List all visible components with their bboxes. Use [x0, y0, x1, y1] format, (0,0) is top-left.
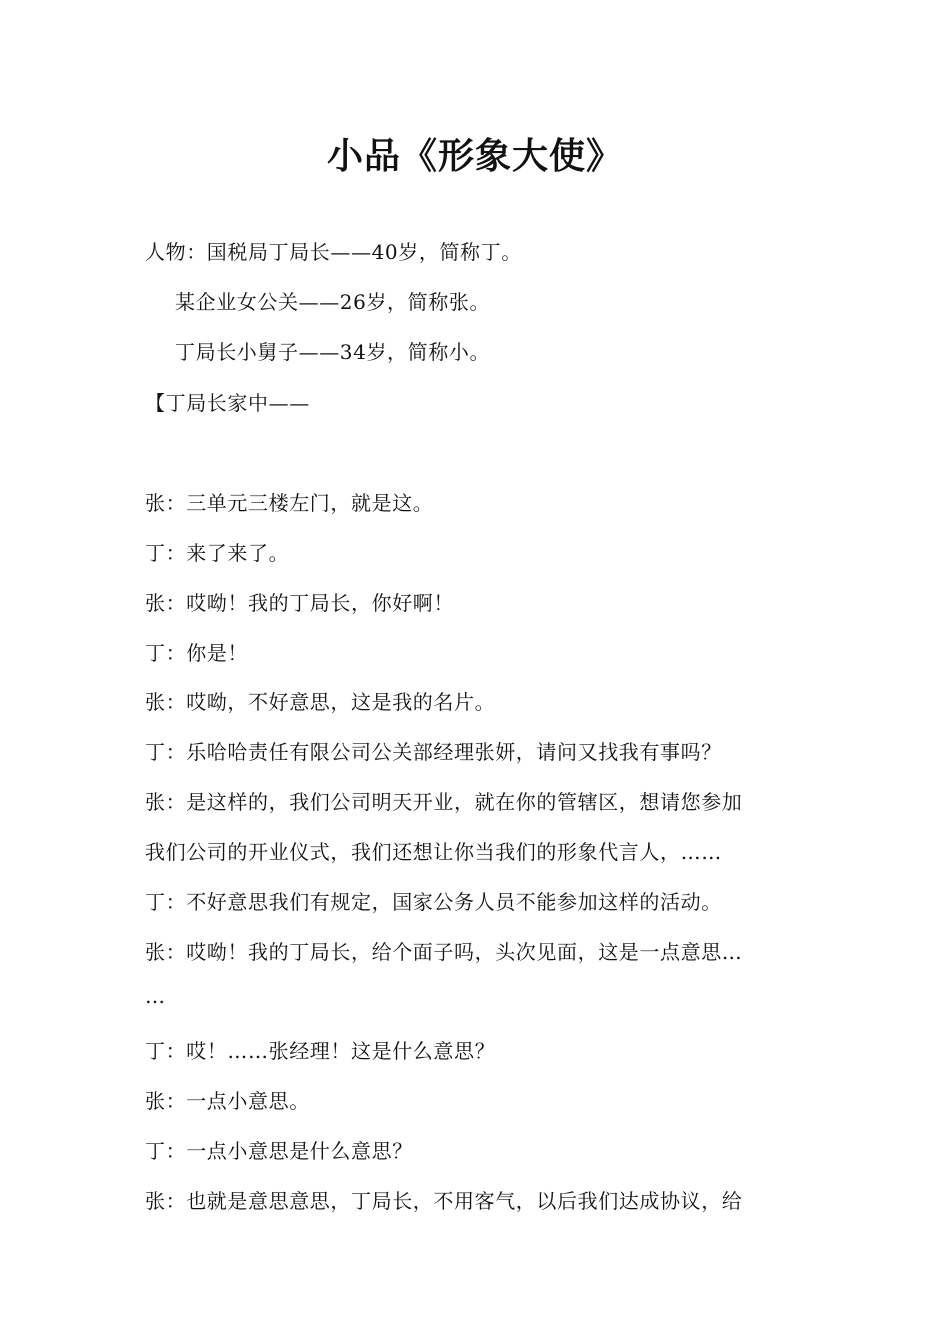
dialogue-line: … — [145, 984, 166, 1008]
dialogue-line: 张：是这样的，我们公司明天开业，就在你的管辖区，想请您参加 — [145, 790, 743, 814]
dialogue-line: 张：三单元三楼左门，就是这。 — [145, 491, 434, 515]
characters-line-zhang: 某企业女公关——26岁，简称张。 — [175, 290, 491, 314]
dialogue-line: 丁：哎！……张经理！这是什么意思？ — [145, 1039, 496, 1063]
characters-line-xiao: 丁局长小舅子——34岁，简称小。 — [175, 340, 491, 364]
document-title: 小品《形象大使》 — [326, 135, 623, 177]
dialogue-line: 丁：来了来了。 — [145, 541, 290, 565]
characters-line-ding: 人物：国税局丁局长——40岁，简称丁。 — [145, 240, 522, 264]
dialogue-line: 丁：你是！ — [145, 641, 248, 665]
dialogue-line: 丁：不好意思我们有规定，国家公务人员不能参加这样的活动。 — [145, 890, 722, 914]
dialogue-line: 丁：一点小意思是什么意思？ — [145, 1139, 413, 1163]
dialogue-line: 张：哎呦！我的丁局长，你好啊！ — [145, 591, 454, 615]
dialogue-line: 张：也就是意思意思，丁局长，不用客气，以后我们达成协议，给 — [145, 1189, 743, 1213]
scene-direction: 【丁局长家中—— — [145, 391, 310, 415]
dialogue-line: 张：一点小意思。 — [145, 1089, 310, 1113]
dialogue-line: 张：哎呦，不好意思，这是我的名片。 — [145, 690, 496, 714]
dialogue-line: 丁：乐哈哈责任有限公司公关部经理张妍，请问又找我有事吗？ — [145, 740, 722, 764]
dialogue-line: 我们公司的开业仪式，我们还想让你当我们的形象代言人，…… — [145, 840, 722, 864]
dialogue-line: 张：哎呦！我的丁局长，给个面子吗，头次见面，这是一点意思… — [145, 940, 743, 964]
